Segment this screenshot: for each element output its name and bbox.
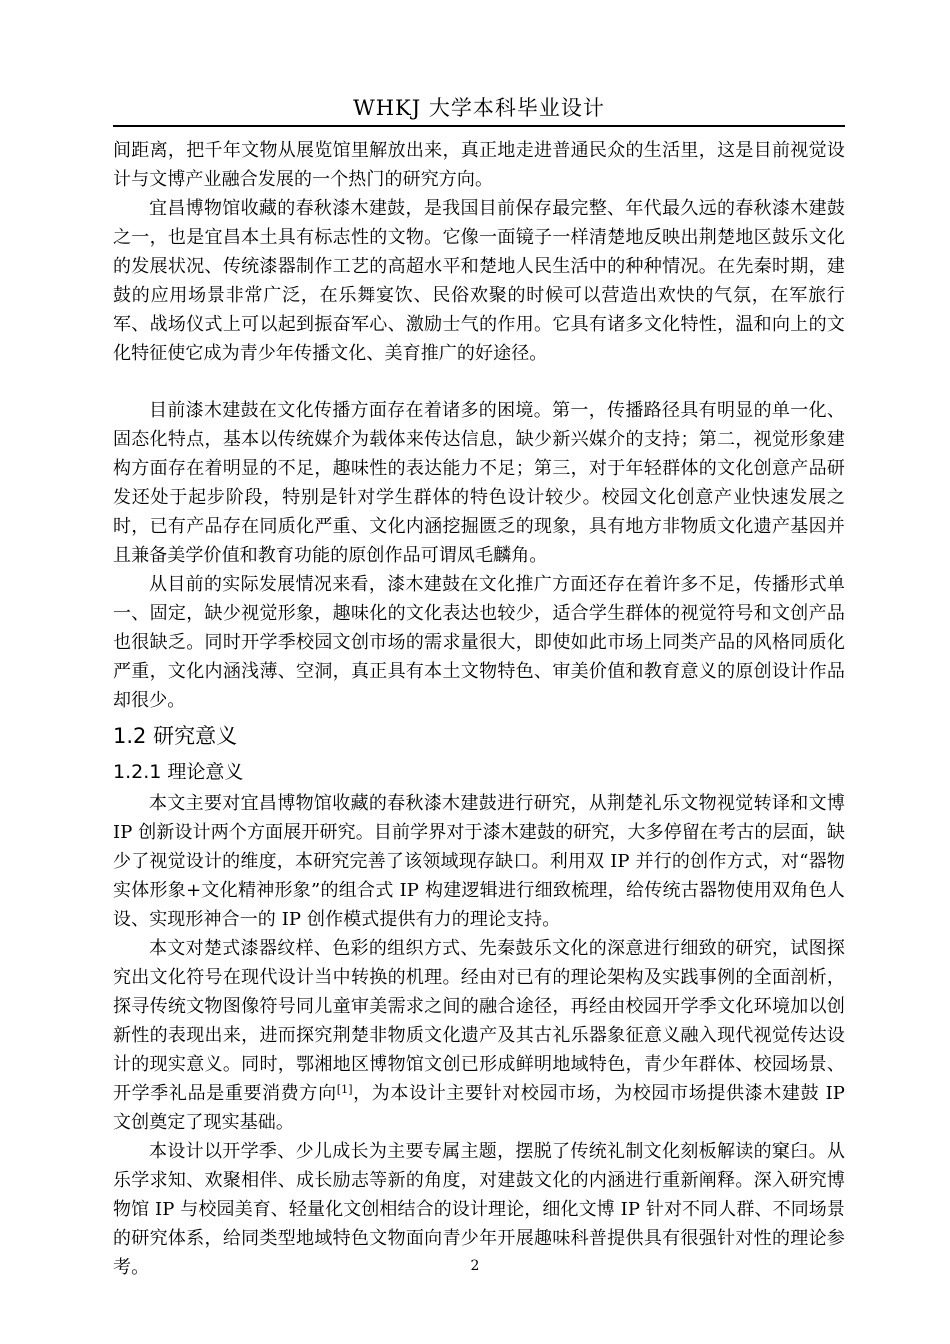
page-number: 2 <box>470 1258 480 1274</box>
section-heading: 1.2 研究意义 <box>113 724 238 748</box>
page-header: WHKJ 大学本科毕业设计 <box>353 96 605 120</box>
paragraph-theory-2-text: 本文对楚式漆器纹样、色彩的组织方式、先秦鼓乐文化的深意进行细致的研究，试图探究出文化符号在现代设计当中转换的机理。经由对已有的理论架构及实践事例的全面剖析，探寻传统文物图像符号同儿童审美需求之间的融合途径，再经由校园开学季文化环境加以创新性的表现出来，进而探究荆楚非物质文化遗产及其古礼乐器象征意义融入现代视觉传达设计的现实意义。同时，鄂湘地区博物馆文创已形成鲜明地域特色，青少年群体、校园场景、开学季礼品是重要消费方向 <box>113 938 845 1104</box>
paragraph-theory-2 <box>113 934 845 1137</box>
paragraph-drum-intro: 宜昌博物馆收藏的春秋漆木建鼓，是我国目前保存最完整、年代最久远的春秋漆木建鼓之一，也是宜昌本土具有标志性的文物。它像一面镜子一样清楚地反映出荆楚地区鼓乐文化的发展状况、传统漆器制作工艺的高超水平和楚地人民生活中的种种情况。在先秦时期，建鼓的应用场景非常广泛，在乐舞宴饮、民俗欢聚的时候可以营造出欢快的气氛，在军旅行军、战场仪式上可以起到振奋军心、激励士气的作用。它具有诸多文化特性，温和向上的文化特征使它成为青少年传播文化、美育推广的好途径。 <box>113 198 845 364</box>
paragraph-current-situation: 从目前的实际发展情况来看，漆木建鼓在文化推广方面还存在着许多不足，传播形式单一、固定，缺少视觉形象，趣味化的文化表达也较少，适合学生群体的视觉符号和文创产品也很缺乏。同时开学季校园文创市场的需求量很大，即使如此市场上同类产品的风格同质化严重，文化内涵浅薄、空洞，真正具有本土文物特色、审美价值和教育意义的原创设计作品却很少。 <box>113 574 845 711</box>
header-rule <box>113 125 845 127</box>
document-body <box>113 136 845 1282</box>
paragraph-difficulties: 目前漆木建鼓在文化传播方面存在着诸多的困境。第一，传播路径具有明显的单一化、固态化特点，基本以传统媒介为载体来传达信息，缺少新兴媒介的支持；第二，视觉形象建构方面存在着明显的不足，趣味性的表达能力不足；第三，对于年轻群体的文化创意产品研发还处于起步阶段，特别是针对学生群体的特色设计较少。校园文化创意产业快速发展之时，已有产品存在同质化严重、文化内涵挖掘匮乏的现象，具有地方非物质文化遗产基因并且兼备美学价值和教育功能的原创作品可谓凤毛麟角。 <box>113 400 845 566</box>
subsection-heading: 1.2.1 理论意义 <box>113 761 244 783</box>
citation-marker: [1] <box>336 1083 353 1096</box>
paragraph-gap <box>113 368 845 396</box>
paragraph-theory-3: 本设计以开学季、少儿成长为主要专属主题，摆脱了传统礼制文化刻板解读的窠臼。从乐学求知、欢聚相伴、成长励志等新的角度，对建鼓文化的内涵进行重新阐释。深入研究博物馆 IP 与校园美育、轻量化文创相结合的设计理论，细化文博 IP 针对不同人群、不同场景的研究体系，给同类型地域特色文物面向青少年开展趣味科普提供具有很强针对性的理论参考。 <box>113 1141 845 1278</box>
paragraph-theory-2-tail: ，为本设计主要针对校园市场，为校园市场提供漆木建鼓 IP 文创奠定了现实基础。 <box>113 1083 845 1133</box>
paragraph-theory-1: 本文主要对宜昌博物馆收藏的春秋漆木建鼓进行研究，从荆楚礼乐文物视觉转译和文博 IP 创新设计两个方面展开研究。目前学界对于漆木建鼓的研究，大多停留在考古的层面，缺少了视觉设计的维度，本研究完善了该领域现存缺口。利用双 IP 并行的创作方式，对“器物实体形象+文化精神形象”的组合式 IP 构建逻辑进行细致梳理，给传统古器物使用双角色人设、实现形神合一的 IP 创作模式提供有力的理论支持。 <box>113 793 845 930</box>
paragraph-continued: 间距离，把千年文物从展览馆里解放出来，真正地走进普通民众的生活里，这是目前视觉设计与文博产业融合发展的一个热门的研究方向。 <box>113 140 845 190</box>
